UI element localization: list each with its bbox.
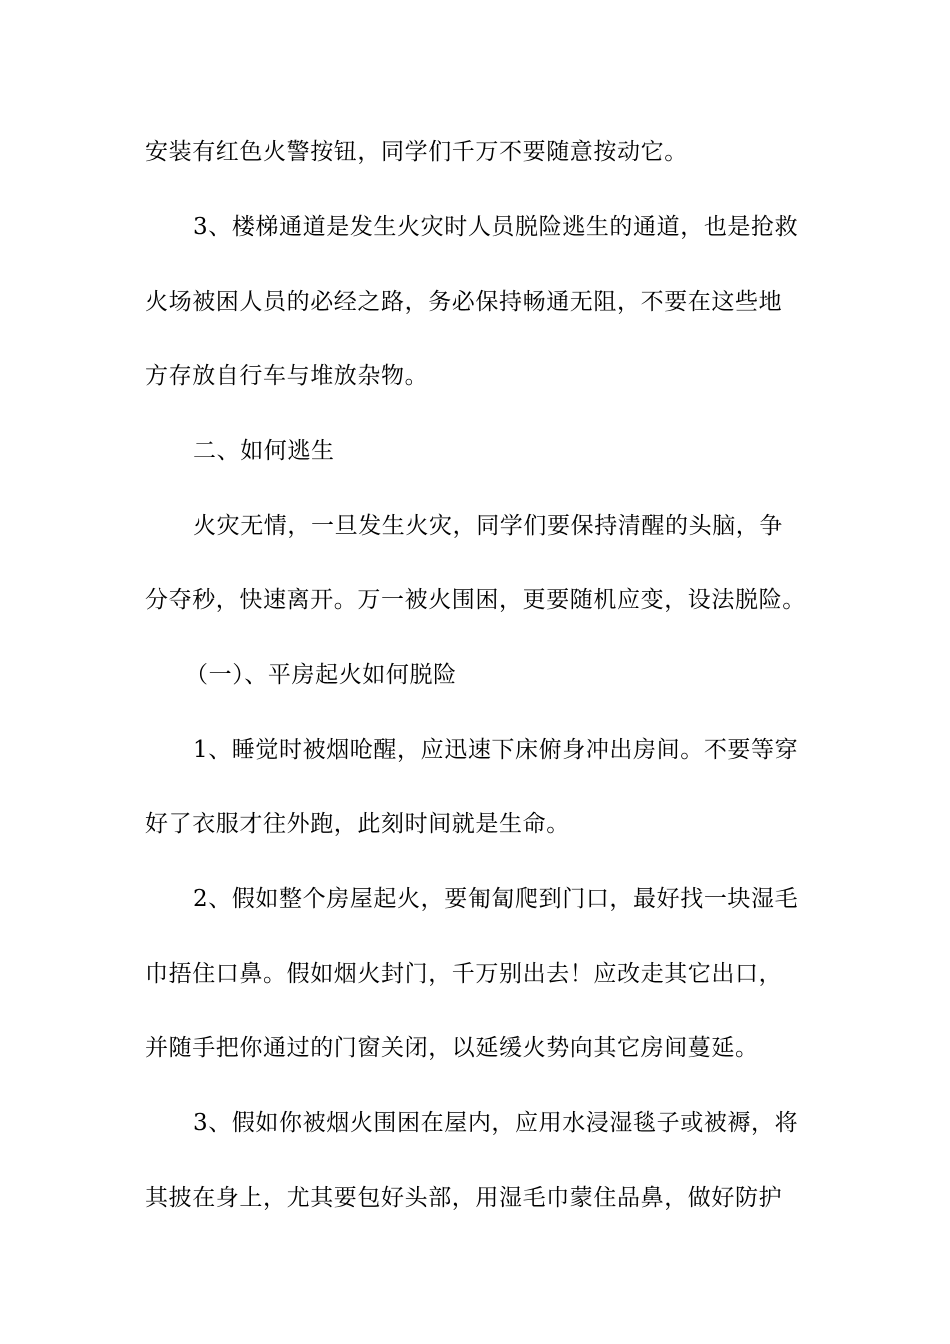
text-line: 并随手把你通过的门窗关闭，以延缓火势向其它房间蔓延。	[145, 1035, 759, 1061]
section-heading: 二、如何逃生	[193, 438, 335, 464]
paragraph-line-item-3: 3、楼梯通道是发生火灾时人员脱险逃生的通道，也是抢救	[193, 214, 799, 240]
text-line: 方存放自行车与堆放杂物。	[145, 363, 429, 389]
text-line: 其披在身上，尤其要包好头部，用湿毛巾蒙住品鼻，做好防护	[145, 1185, 783, 1211]
paragraph-line-item-3: 3、假如你被烟火围困在屋内，应用水浸湿毯子或被褥，将	[193, 1110, 799, 1136]
text-line: 好了衣服才往外跑，此刻时间就是生命。	[145, 811, 570, 837]
text-line: 巾捂住口鼻。假如烟火封门，千万别出去！应改走其它出口，	[145, 961, 783, 987]
paragraph-line: 火灾无情，一旦发生火灾，同学们要保持清醒的头脑，争	[193, 513, 783, 539]
paragraph-line-item-2: 2、假如整个房屋起火，要匍匐爬到门口，最好找一块湿毛	[193, 886, 799, 912]
paragraph-line-item-1: 1、睡觉时被烟呛醒，应迅速下床俯身冲出房间。不要等穿	[193, 737, 799, 763]
subsection-heading: （一）、平房起火如何脱险	[185, 662, 457, 688]
text-line: 分夺秒，快速离开。万一被火围困，更要随机应变，设法脱险。	[145, 587, 806, 613]
text-line: 火场被困人员的必经之路，务必保持畅通无阻，不要在这些地	[145, 289, 783, 315]
text-line-continuation: 安装有红色火警按钮，同学们千万不要随意按动它。	[145, 139, 688, 165]
